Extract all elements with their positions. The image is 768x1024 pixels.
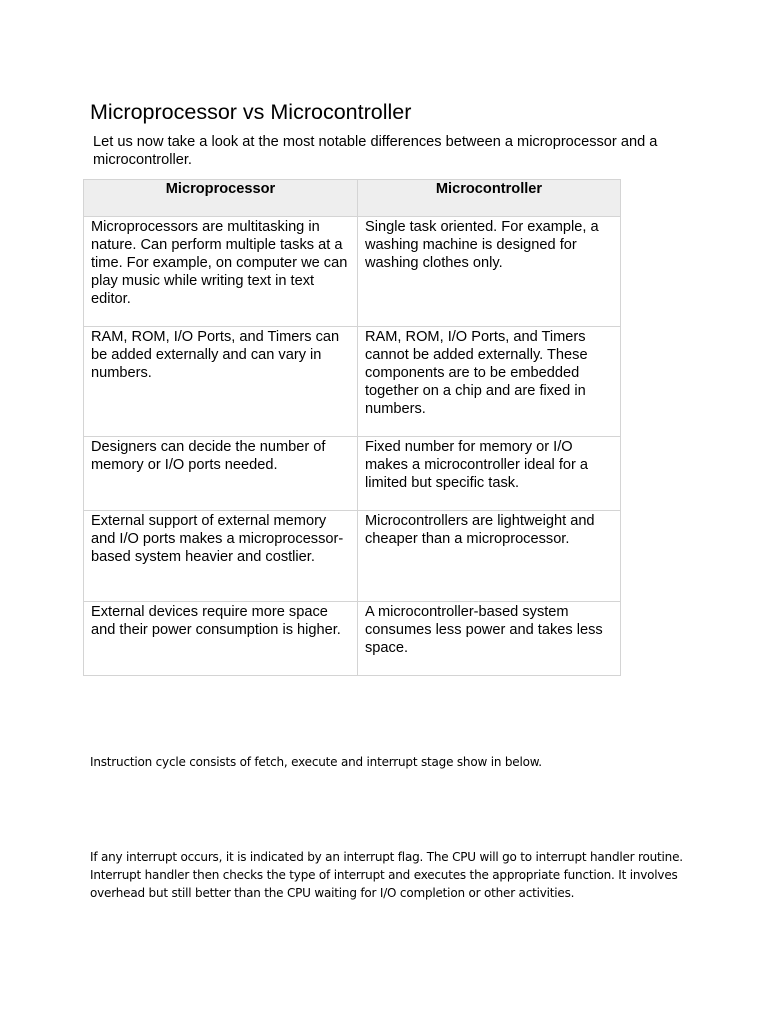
table-row [84, 217, 621, 327]
table-cell: A microcontroller-based system consumes less power and takes less space. [358, 602, 621, 676]
table-cell: External support of external memory and I/O ports makes a microprocessor-based system heavier and costlier. [84, 511, 358, 602]
table-cell: Designers can decide the number of memory or I/O ports needed. [84, 437, 358, 511]
column-header-microprocessor: Microprocessor [84, 180, 358, 217]
table-row [84, 327, 621, 437]
table-cell: Microprocessors are multitasking in nature. Can perform multiple tasks at a time. For example, on computer we can play music while writing text in text editor. [84, 217, 358, 327]
comparison-table [83, 179, 621, 676]
table-cell: Microcontrollers are lightweight and cheaper than a microprocessor. [358, 511, 621, 602]
table-cell: Fixed number for memory or I/O makes a microcontroller ideal for a limited but specific task. [358, 437, 621, 511]
table-row [84, 511, 621, 602]
table-cell: RAM, ROM, I/O Ports, and Timers can be added externally and can vary in numbers. [84, 327, 358, 437]
table-row [84, 437, 621, 511]
interrupt-note: If any interrupt occurs, it is indicated by an interrupt flag. The CPU will go to interrupt handler routine. Interrupt handler then checks the type of interrupt and executes the appropriate function. It involves overhead but still better than the CPU waiting for I/O completion or other activities. [90, 850, 683, 900]
intro-paragraph: Let us now take a look at the most notable differences between a microprocessor and a microcontroller. [93, 134, 658, 168]
table-cell: External devices require more space and their power consumption is higher. [84, 602, 358, 676]
table-cell: RAM, ROM, I/O Ports, and Timers cannot be added externally. These components are to be embedded together on a chip and are fixed in numbers. [358, 327, 621, 437]
table-row [84, 602, 621, 676]
column-header-microcontroller: Microcontroller [358, 180, 621, 217]
table-header-row [84, 180, 621, 217]
table-cell: Single task oriented. For example, a washing machine is designed for washing clothes only. [358, 217, 621, 327]
instruction-cycle-note: Instruction cycle consists of fetch, execute and interrupt stage show in below. [90, 755, 542, 769]
page-title: Microprocessor vs Microcontroller [90, 100, 412, 124]
